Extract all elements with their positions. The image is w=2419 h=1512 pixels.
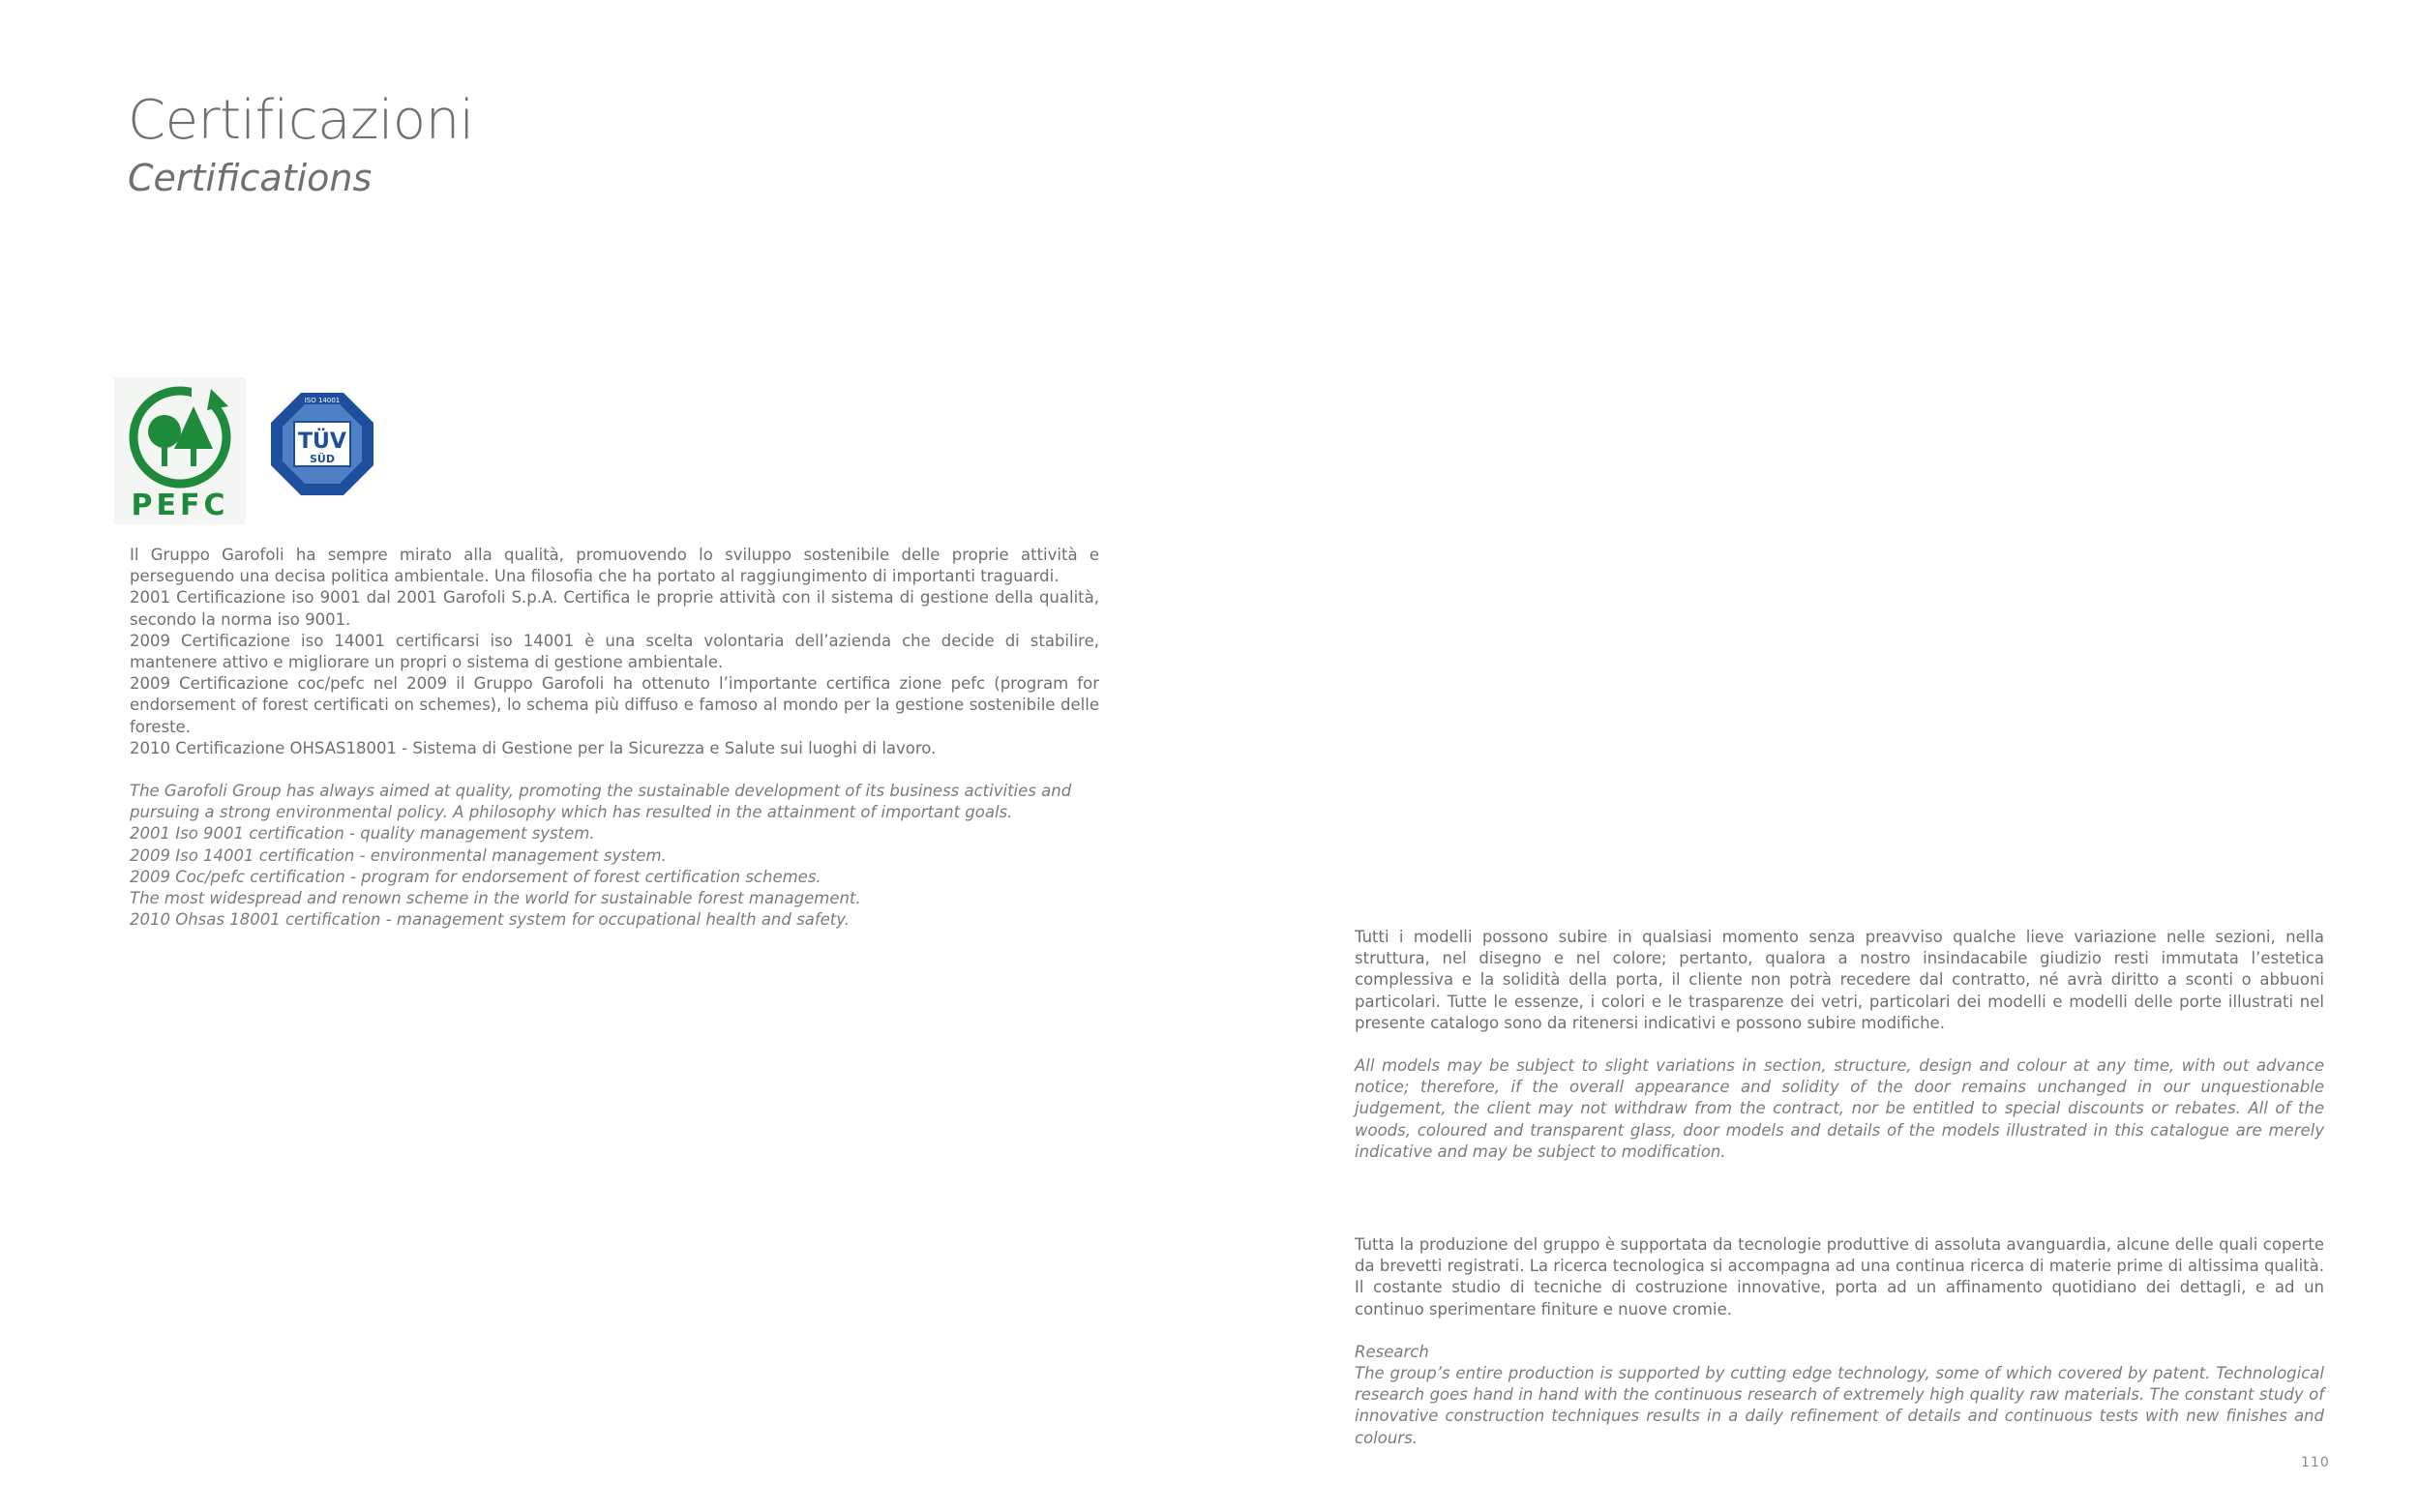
cert-ohsas-it: 2010 Certificazione OHSAS18001 - Sistema di Gestione per la Sicurezza e Salute sui luoghi di lavoro.: [130, 738, 937, 757]
research-italian: Tutta la produzione del gruppo è supportata da tecnologie produttive di assoluta avanguardia, alcune delle quali coperte da brevetti registrati. La ricerca tecnologica si accompagna ad una continua ricerca di materie prime di altissima qualità. Il costante studio di tecniche di costruzione innovative, porta ad un affinamento quotidiano dei dettagli, e ad un continuo sperimentare finiture e nuove cromie.: [1355, 1235, 2324, 1319]
cert-9001-en: 2001 Iso 9001 certification - quality management system.: [130, 824, 595, 844]
research-english: The group’s entire production is supported by cutting edge technology, some of which covered by patent. Technological research goes hand in hand with the continuous research of extremely high quality raw materials. The constant study of innovative construction techniques results in a daily refinement of details and continuous tests with new finishes and colours.: [1355, 1364, 2324, 1447]
cert-14001-en: 2009 Iso 14001 certification - environmental management system.: [130, 845, 667, 865]
pefc-logo-text: PEFC: [131, 489, 229, 522]
disclaimer-italian: Tutti i modelli possono subire in qualsiasi momento senza preavviso qualche lieve variazione nelle sezioni, nella struttura, nel disegno e nel colore; pertanto, qualora a nostro insindacabile giudizio resti immutata l’estetica complessiva e la solidità della porta, il cliente non potrà recedere dal contratto, né avrà diritto a sconti o abbuoni particolari. Tutte le essenze, i colori e le trasparenze dei vetri, particolari dei modelli e modelli delle porte illustrati nel presente catalogo sono da ritenersi indicativi e possono subire modifiche.: [1355, 928, 2324, 1032]
intro-it: Il Gruppo Garofoli ha sempre mirato alla qualità, promuovendo lo sviluppo sostenibile delle proprie attività e perseguendo una decisa politica ambientale. Una filosofia che ha portato al raggiungimento di importanti traguardi.: [130, 546, 1099, 586]
cert-scheme-en: The most widespread and renown scheme in the world for sustainable forest management.: [130, 889, 861, 908]
certifications-text-column: [130, 545, 1099, 931]
cert-9001-it: 2001 Certificazione iso 9001 dal 2001 Garofoli S.p.A. Certifica le proprie attività con il sistema di gestione della qualità, secondo la norma iso 9001.: [130, 588, 1099, 629]
page-title-block: [128, 87, 474, 203]
page-subtitle: Certifications: [128, 157, 373, 199]
cert-pefc-it: 2009 Certificazione coc/pefc nel 2009 il Gruppo Garofoli ha ottenuto l’importante certifica zione pefc (program for endorsement of forest certificati on schemes), lo schema più diffuso e famoso al mondo per la gestione sostenibile delle foreste.: [130, 674, 1099, 736]
cert-ohsas-en: 2010 Ohsas 18001 certification - management system for occupational health and safety.: [130, 910, 850, 930]
pefc-logo-icon: [114, 377, 246, 524]
tuv-logo-icon: [269, 391, 375, 497]
tuv-logo-top-text: ISO 14001: [304, 397, 341, 404]
page-title: Certificazioni: [128, 89, 474, 152]
certifications-english: [130, 781, 1099, 931]
certifications-italian: [130, 545, 1099, 759]
page-number: 110: [2301, 1455, 2330, 1470]
research-heading: Research: [1355, 1342, 1429, 1361]
cert-pefc-en: 2009 Coc/pefc certification - program for endorsement of forest certification schemes.: [130, 867, 821, 886]
tuv-logo-main-text: TÜV: [298, 430, 346, 454]
tuv-logo-sub-text: SÜD: [310, 453, 335, 465]
cert-14001-it: 2009 Certificazione iso 14001 certificarsi iso 14001 è una scelta volontaria dell’azienda che decide di stabilire, mantenere attivo e migliorare un propri o sistema di gestione ambientale.: [130, 631, 1099, 672]
intro-en: The Garofoli Group has always aimed at quality, promoting the sustainable development of its business activities and pursuing a strong environmental policy. A philosophy which has resulted in the attainment of important goals.: [130, 782, 1072, 822]
research-column: [1355, 1234, 2324, 1449]
disclaimer-column: [1355, 927, 2324, 1163]
disclaimer-english: All models may be subject to slight variations in section, structure, design and colour at any time, with out advance notice; therefore, if the overall appearance and solidity of the door remains unchanged in our unquestionable judgement, the client may not withdraw from the contract, nor be entitled to special discounts or rebates. All of the woods, coloured and transparent glass, door models and details of the models illustrated in this catalogue are merely indicative and may be subject to modification.: [1355, 1056, 2324, 1161]
